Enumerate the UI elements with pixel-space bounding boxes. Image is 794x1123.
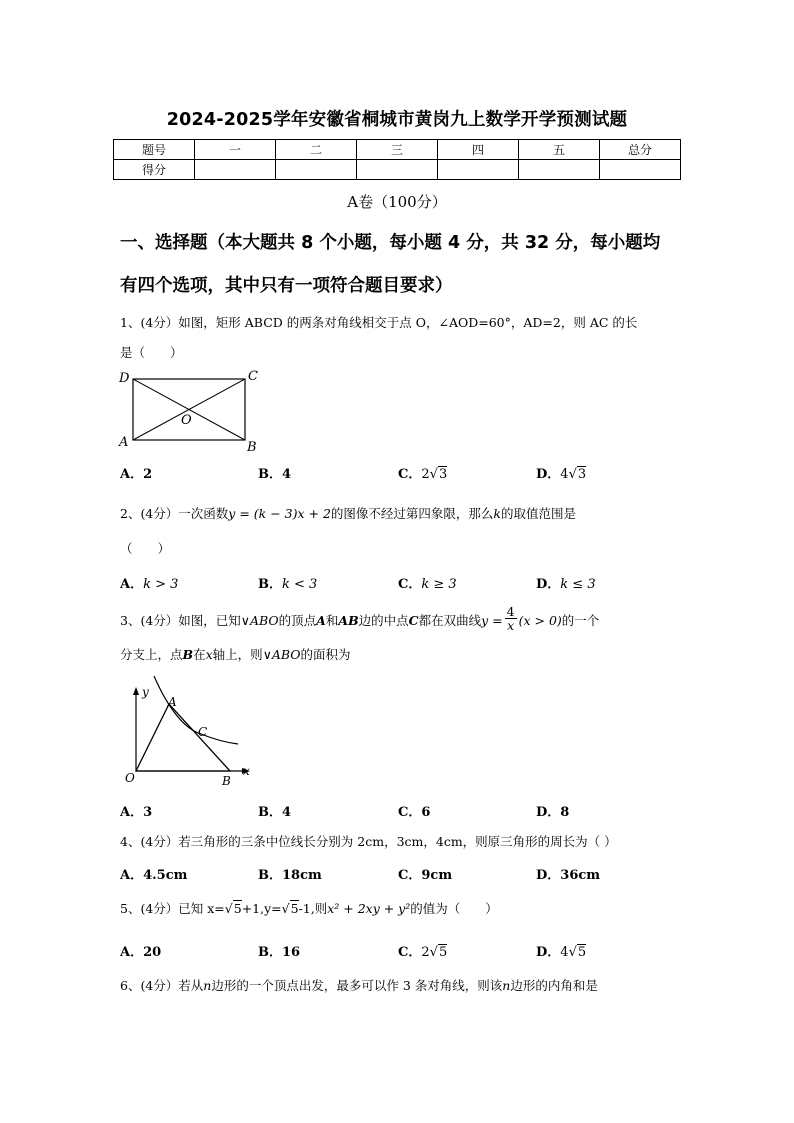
label-o: O	[181, 413, 192, 428]
section-heading: A卷（100分）	[347, 193, 447, 211]
score-header-cell: 总分	[600, 140, 681, 160]
q3-text: 轴上，则	[212, 647, 263, 662]
score-cell	[600, 160, 681, 180]
q5-option-a	[120, 941, 161, 960]
q4-option-a	[120, 864, 187, 883]
label-x: x	[243, 764, 250, 778]
q3-prefix: 3、(4分）如图，已知	[120, 613, 241, 628]
label-b: B	[247, 440, 257, 455]
rectangle-figure	[116, 366, 266, 456]
label-o: O	[125, 771, 135, 785]
option-text: 6	[421, 805, 431, 820]
radicand: 5	[290, 901, 299, 916]
option-text: 3	[143, 805, 153, 820]
q6-n: n	[502, 978, 511, 993]
option-letter: C．	[398, 868, 422, 883]
label-d: D	[119, 371, 130, 386]
score-table-header-row	[114, 140, 681, 160]
q3-point-b: B	[182, 647, 194, 662]
question-2-line1	[120, 504, 690, 524]
option-letter: C．	[398, 577, 422, 592]
option-letter: B．	[258, 945, 282, 960]
option-text: 4	[282, 805, 292, 820]
question-1-line2: 是（ ）	[120, 345, 183, 360]
q4-option-c	[398, 864, 452, 883]
q2-suffix: 的取值范围是	[501, 506, 577, 521]
q3-text: 的面积为	[300, 647, 351, 662]
q1-option-b	[258, 463, 291, 482]
option-letter: A．	[120, 467, 144, 482]
option-text: 18cm	[282, 868, 322, 883]
option-text: k < 3	[282, 577, 318, 592]
q5-text: +1,y=	[241, 901, 282, 916]
score-header-cell: 五	[519, 140, 600, 160]
option-text: 2	[143, 467, 153, 482]
option-letter: C．	[398, 467, 422, 482]
label-y: y	[142, 685, 149, 699]
q2-prefix: 2、(4分）一次函数	[120, 506, 229, 521]
option-letter: A．	[120, 945, 144, 960]
q6-n: n	[203, 978, 212, 993]
option-letter: A．	[120, 577, 144, 592]
q6-prefix: 6、(4分）若从	[120, 978, 204, 993]
q3-x-var: x	[205, 647, 213, 662]
q3-text: 和	[325, 613, 339, 628]
q3-text: 边的中点	[358, 613, 409, 628]
q2-option-d	[536, 573, 596, 592]
part-heading-line2: 有四个选项，其中只有一项符合题目要求）	[120, 276, 453, 296]
score-table-score-row	[114, 160, 681, 180]
score-row-label: 得分	[114, 160, 195, 180]
hyperbola-figure	[116, 676, 266, 788]
option-letter: C．	[398, 945, 422, 960]
q3-text: 在	[193, 647, 206, 662]
q2-option-c	[398, 573, 457, 592]
option-text: k > 3	[143, 577, 179, 592]
score-header-cell: 二	[276, 140, 357, 160]
q6-suffix: 边形的内角和是	[510, 978, 598, 993]
option-text: 8	[560, 805, 570, 820]
radicand: 5	[233, 901, 242, 916]
option-letter: C．	[398, 805, 422, 820]
option-letter: D．	[536, 577, 561, 592]
q1-option-a	[120, 463, 152, 482]
q5-option-c	[398, 941, 447, 960]
score-table	[113, 139, 681, 180]
option-letter: D．	[536, 868, 561, 883]
q5-option-b	[258, 941, 300, 960]
score-cell	[519, 160, 600, 180]
score-header-cell: 题号	[114, 140, 195, 160]
radicand: 5	[438, 945, 448, 960]
q1-option-c	[398, 463, 447, 482]
question-5-line: 5、(4分）已知 x=√5+1,y=√5-1,则x² + 2xy + y²的值为（ ）	[120, 901, 498, 916]
radicand: 5	[577, 945, 587, 960]
option-text: 4	[282, 467, 292, 482]
label-c: C	[198, 725, 208, 739]
fraction-denominator: x	[507, 618, 515, 633]
q3-triangle: ∨ABO	[240, 613, 279, 628]
q3-option-c	[398, 801, 430, 820]
q5-expression: x² + 2xy + y²	[327, 901, 411, 916]
score-header-cell: 四	[438, 140, 519, 160]
radical-coefficient: 2	[421, 945, 430, 960]
page-title: 2024-2025学年安徽省桐城市黄岗九上数学开学预测试题	[166, 110, 628, 130]
question-1-line1: 1、(4分）如图，矩形 ABCD 的两条对角线相交于点 O，∠AOD=60°，AD=2，则 AC 的长	[120, 315, 638, 330]
question-4-text: 4、(4分）若三角形的三条中位线长分别为 2cm，3cm，4cm，则原三角形的周长为（ ）	[120, 834, 617, 849]
radicand: 3	[577, 467, 587, 482]
part-heading	[120, 222, 690, 308]
label-b: B	[222, 774, 231, 788]
score-header-cell: 一	[195, 140, 276, 160]
q3-option-b	[258, 801, 291, 820]
q3-y-eq: y =	[481, 613, 503, 628]
q3-text: 的顶点	[278, 613, 317, 628]
question-3-line1	[120, 604, 690, 635]
option-letter: B．	[258, 467, 282, 482]
option-text: 36cm	[560, 868, 601, 883]
option-letter: B．	[258, 805, 282, 820]
q3-option-a	[120, 801, 152, 820]
triangle-abo	[136, 704, 230, 771]
q6-text: 边形的一个顶点出发，最多可以作 3 条对角线，则该	[211, 978, 503, 993]
option-letter: D．	[536, 945, 561, 960]
radicand: 3	[438, 467, 448, 482]
q5-option-d	[536, 941, 586, 960]
q3-text: 分支上，点	[120, 647, 183, 662]
score-cell	[438, 160, 519, 180]
q3-text: 的一个	[561, 613, 600, 628]
fraction-numerator: 4	[506, 604, 515, 619]
q3-text: 都在双曲线	[418, 613, 482, 628]
label-a: A	[119, 435, 129, 450]
q2-var: k	[493, 506, 501, 521]
option-text: 9cm	[421, 868, 453, 883]
q4-option-b	[258, 864, 322, 883]
q5-suffix: 的值为（ ）	[410, 901, 498, 916]
radical-coefficient: 4	[560, 467, 569, 482]
score-header-cell: 三	[357, 140, 438, 160]
option-radical: 2√3	[421, 467, 448, 482]
score-cell	[195, 160, 276, 180]
part-heading-line1: 一、选择题（本大题共 8 个小题，每小题 4 分，共 32 分，每小题均	[120, 233, 661, 253]
radical-coefficient: 4	[560, 945, 569, 960]
option-radical: 4√5	[560, 945, 587, 960]
option-text: 4.5cm	[143, 868, 188, 883]
question-2-line2: （ ）	[120, 541, 171, 556]
option-letter: A．	[120, 868, 144, 883]
option-letter: B．	[258, 577, 282, 592]
q2-formula: y = (k − 3)x + 2	[228, 506, 331, 521]
q2-middle: 的图像不经过第四象限，那么	[330, 506, 494, 521]
q5-text: -1,则	[298, 901, 328, 916]
score-cell	[276, 160, 357, 180]
q3-fraction	[505, 605, 517, 632]
option-radical: 2√5	[421, 945, 448, 960]
option-letter: A．	[120, 805, 144, 820]
q4-option-d	[536, 864, 600, 883]
label-a: A	[168, 695, 177, 709]
option-text: 20	[143, 945, 162, 960]
y-axis-arrow	[133, 687, 139, 695]
option-text: k ≥ 3	[421, 577, 457, 592]
question-6-line	[120, 976, 690, 996]
label-c: C	[248, 369, 258, 384]
option-letter: D．	[536, 805, 561, 820]
q2-option-a	[120, 573, 178, 592]
q5-prefix: 5、(4分）已知 x=	[120, 901, 225, 916]
q2-option-b	[258, 573, 317, 592]
score-cell	[357, 160, 438, 180]
q3-option-d	[536, 801, 569, 820]
question-3-line2	[120, 645, 690, 665]
option-radical: 4√3	[560, 467, 587, 482]
q1-option-d	[536, 463, 586, 482]
option-text: 16	[282, 945, 301, 960]
radical-coefficient: 2	[421, 467, 430, 482]
q3-segment-ab: AB	[338, 613, 359, 628]
q3-point-c: C	[408, 613, 419, 628]
option-text: k ≤ 3	[560, 577, 596, 592]
q3-triangle: ∨ABO	[262, 647, 301, 662]
option-letter: B．	[258, 868, 282, 883]
q3-point-a: A	[316, 613, 326, 628]
option-letter: D．	[536, 467, 561, 482]
q3-condition: (x > 0)	[518, 613, 562, 628]
